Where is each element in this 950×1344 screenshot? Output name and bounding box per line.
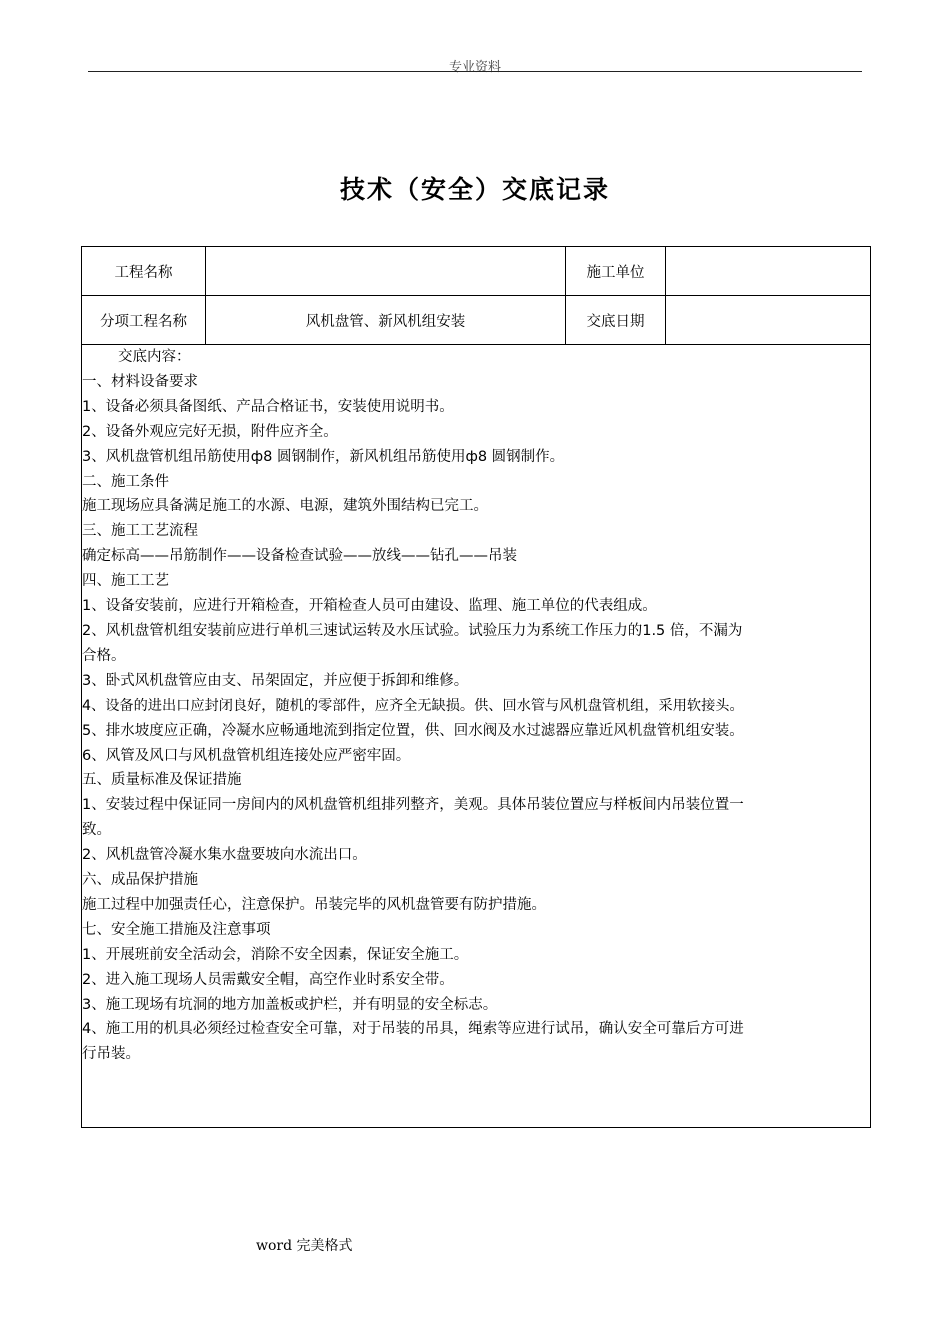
content-line: 5、排水坡度应正确，冷凝水应畅通地流到指定位置，供、回水阀及水过滤器应靠近风机盘管机组安装。 bbox=[82, 722, 744, 739]
content-line: 1、设备必须具备图纸、产品合格证书，安装使用说明书。 bbox=[82, 398, 454, 415]
row-project bbox=[82, 247, 871, 296]
content-line: 施工现场应具备满足施工的水源、电源，建筑外围结构已完工。 bbox=[82, 498, 488, 515]
content-line: 确定标高——吊筋制作——设备检查试验——放线——钻孔——吊装 bbox=[82, 548, 517, 565]
row-content bbox=[82, 345, 871, 1128]
content-line: 四、施工工艺 bbox=[82, 573, 169, 590]
content-line: 1、设备安装前，应进行开箱检查，开箱检查人员可由建设、监理、施工单位的代表组成。 bbox=[82, 598, 657, 615]
content-line: 行吊装。 bbox=[82, 1046, 140, 1063]
content-line: 4、设备的进出口应封闭良好，随机的零部件，应齐全无缺损。供、回水管与风机盘管机组，采用软接头。 bbox=[82, 697, 744, 714]
content-line: 六、成品保护措施 bbox=[82, 872, 198, 889]
content-line: 6、风管及风口与风机盘管机组连接处应严密牢固。 bbox=[82, 747, 411, 764]
content-line: 合格。 bbox=[82, 647, 126, 664]
content-line: 三、施工工艺流程 bbox=[82, 523, 198, 540]
content-line: 2、风机盘管冷凝水集水盘要坡向水流出口。 bbox=[82, 847, 367, 864]
content-line: 二、施工条件 bbox=[82, 473, 169, 490]
content-line: 2、进入施工现场人员需戴安全帽，高空作业时系安全带。 bbox=[82, 971, 454, 988]
content-line: 3、风机盘管机组吊筋使用ф8 圆钢制作，新风机组吊筋使用ф8 圆钢制作。 bbox=[82, 448, 565, 465]
record-table bbox=[81, 246, 871, 1128]
content-line: 七、安全施工措施及注意事项 bbox=[82, 921, 271, 938]
content-line: 1、安装过程中保证同一房间内的风机盘管机组排列整齐，美观。具体吊装位置应与样板间内吊装位置一 bbox=[82, 797, 744, 814]
project-name-value bbox=[206, 247, 566, 296]
header-divider bbox=[88, 71, 862, 72]
content-line: 一、材料设备要求 bbox=[82, 373, 198, 390]
content-heading: 交底内容： bbox=[118, 349, 191, 365]
construction-unit-label: 施工单位 bbox=[566, 247, 666, 296]
content-line: 五、质量标准及保证措施 bbox=[82, 772, 242, 789]
sub-project-value: 风机盘管、新风机组安装 bbox=[206, 296, 566, 345]
construction-unit-value bbox=[666, 247, 871, 296]
content-line: 1、开展班前安全活动会，消除不安全因素，保证安全施工。 bbox=[82, 946, 469, 963]
content-line: 2、设备外观应完好无损，附件应齐全。 bbox=[82, 423, 338, 440]
content-lines bbox=[82, 370, 870, 1067]
content-line: 施工过程中加强责任心，注意保护。吊装完毕的风机盘管要有防护措施。 bbox=[82, 896, 546, 913]
content-line: 3、施工现场有坑洞的地方加盖板或护栏，并有明显的安全标志。 bbox=[82, 996, 498, 1013]
content-line: 4、施工用的机具必须经过检查安全可靠，对于吊装的吊具，绳索等应进行试吊，确认安全可靠后方可进 bbox=[82, 1021, 744, 1038]
disclosure-date-value bbox=[666, 296, 871, 345]
disclosure-date-label: 交底日期 bbox=[566, 296, 666, 345]
page-header-text: 专业资料 bbox=[448, 60, 501, 75]
document-title: 技术（安全）交底记录 bbox=[339, 175, 610, 204]
page-footer-text: word 完美格式 bbox=[256, 1238, 353, 1254]
content-cell bbox=[82, 345, 871, 1128]
content-line: 2、风机盘管机组安装前应进行单机三速试运转及水压试验。试验压力为系统工作压力的1.5 倍，不漏为 bbox=[82, 622, 743, 639]
sub-project-label: 分项工程名称 bbox=[82, 296, 206, 345]
row-sub-project bbox=[82, 296, 871, 345]
content-line: 致。 bbox=[82, 822, 111, 839]
content-line: 3、卧式风机盘管应由支、吊架固定，并应便于拆卸和维修。 bbox=[82, 672, 469, 689]
project-name-label: 工程名称 bbox=[82, 247, 206, 296]
